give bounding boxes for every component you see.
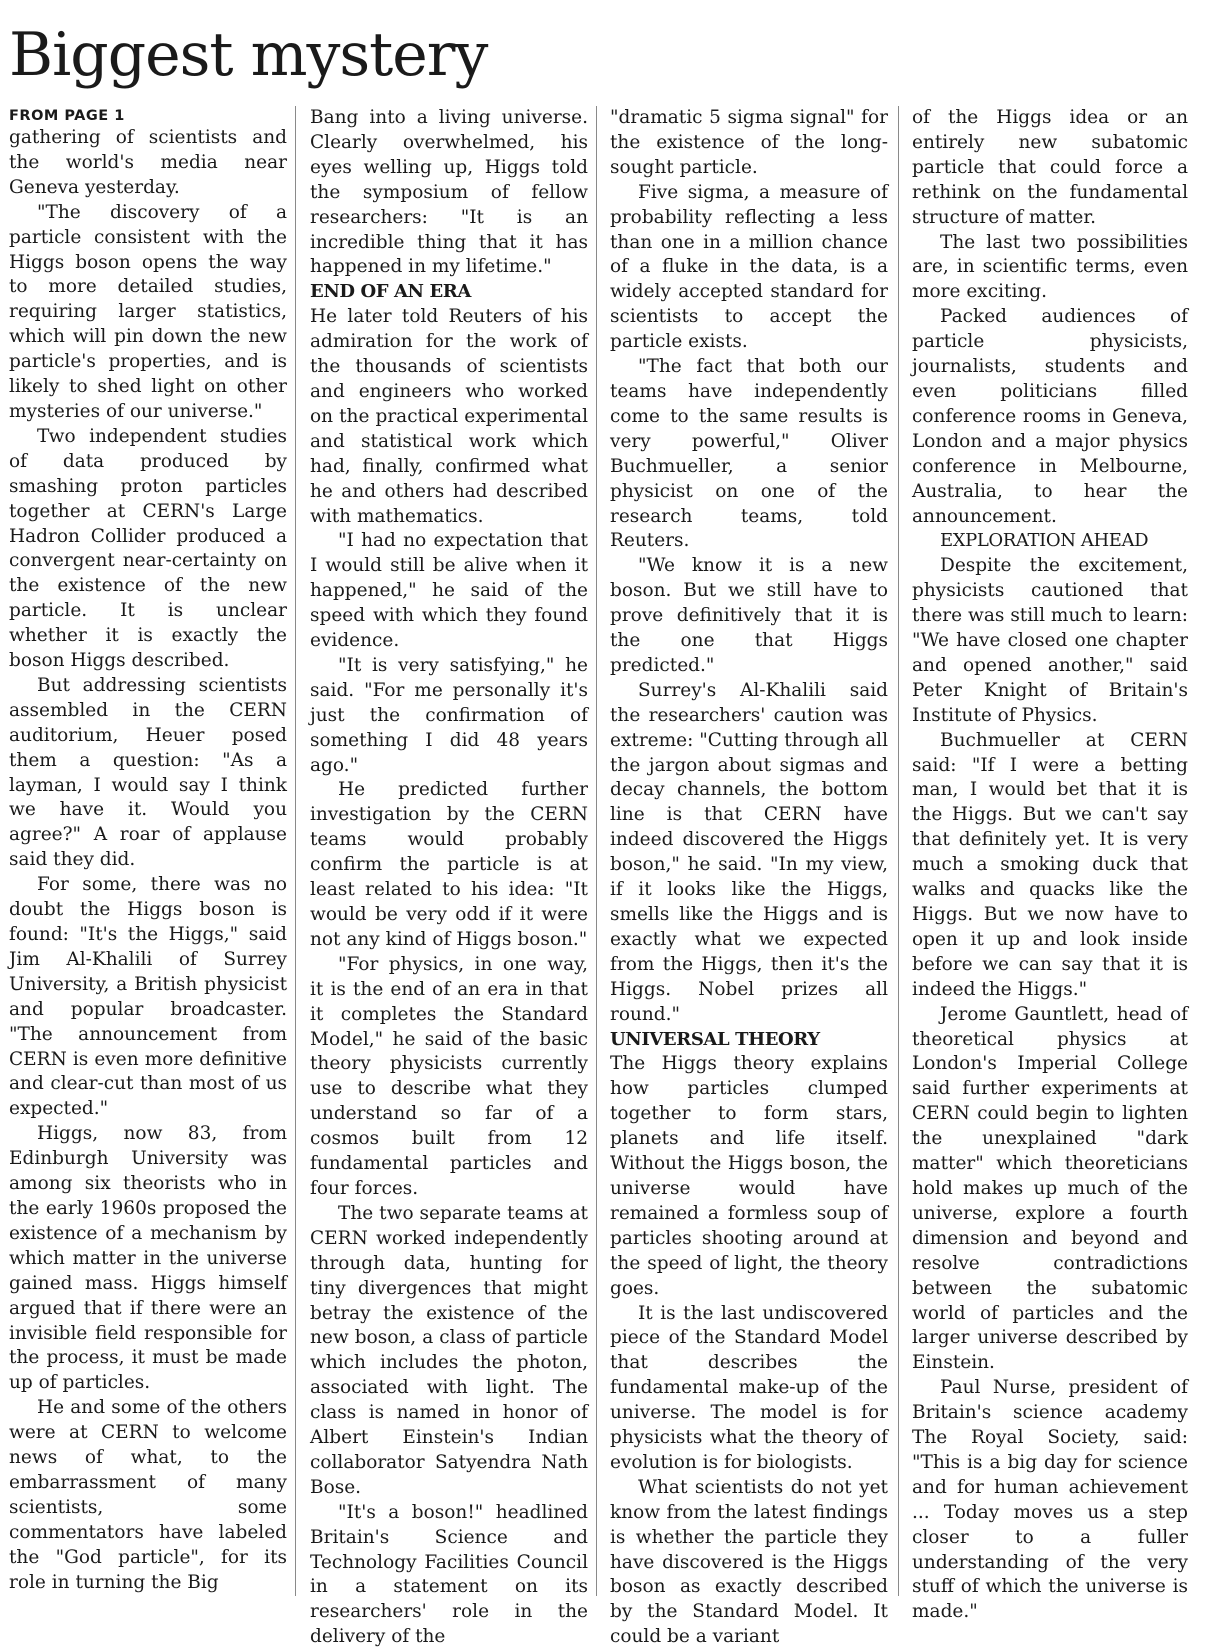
article-paragraph: The Higgs theory explains how particles clumped together to form stars, planets and life itself. Without the Higgs boson, the universe would have remained a formless soup of particles shooting around at the speed of light, the theory goes. [610,1053,888,1299]
column-rule-1 [295,106,296,1596]
article-paragraph: He and some of the others were at CERN to welcome news of what, to the embarrassment of many scientists, some commentators have labeled the "God particle", for its role in turning the Big [9,1397,287,1593]
article-paragraph: "It is very satisfying," he said. "For me personally it's just the confirmation of something I did 48 years ago." [310,654,588,776]
article-paragraph: of the Higgs idea or an entirely new subatomic particle that could force a rethink on the fundamental structure of matter. [912,107,1188,228]
column-4-body [912,106,1188,1625]
article-paragraph: Packed audiences of particle physicists, journalists, students and even politicians filled conference rooms in Geneva, London and a major physics conference in Melbourne, Australia, to hear the announcement. [912,306,1188,527]
article-paragraph: He predicted further investigation by the CERN teams would probably confirm the particle is at least related to his idea: "It would be very odd if it were not any kind of Higgs boson." [310,779,588,950]
column-4 [912,106,1188,1623]
article-paragraph: Surrey's Al-Khalili said the researchers' caution was extreme: "Cutting through all the jargon about sigmas and decay channels, the bottom line is that CERN have indeed discovered the Higgs boson," he said. "In my view, if it looks like the Higgs, smells like the Higgs and is exactly what we expected from the Higgs, then it's the Higgs. Nobel prizes all round." [610,679,888,1025]
column-1 [9,106,287,1596]
column-2-body [310,106,588,1650]
article-paragraph: Jerome Gauntlett, head of theoretical physics at London's Imperial College said further experiments at CERN could begin to lighten the unexplained "dark matter" which theoreticians hold makes up much of the universe, explore a fourth dimension and beyond and resolve contradictions between the subatomic world of particles and the larger universe described by Einstein. [912,1003,1188,1374]
article-paragraph: For some, there was no doubt the Higgs boson is found: "It's the Higgs," said Jim Al-Khalili of Surrey University, a British physicist and popular broadcaster. "The announcement from CERN is even more definitive and clear-cut than most of us expected." [9,874,287,1120]
article-paragraph: "For physics, in one way, it is the end of an era in that it completes the Standard Model," he said of the basic theory physicists currently use to describe what they understand so far of a cosmos built from 12 fundamental particles and four forces. [310,953,588,1199]
subheading: END OF AN ERA [310,281,471,303]
column-rule-3 [898,106,899,1596]
article-paragraph: Paul Nurse, president of Britain's science academy The Royal Society, said: "This is a big day for science and for human achievement ... Today moves us a step closer to a fuller understanding of the very stuff of which the universe is made." [912,1377,1188,1623]
article-paragraph: "It's a boson!" headlined Britain's Science and Technology Facilities Council in a statement on its researchers' role in the delivery of the [310,1501,588,1648]
article-paragraph: "I had no expectation that I would still be alive when it happened," he said of the speed with which they found evidence. [310,530,588,652]
article-paragraph: "We know it is a new boson. But we still have to prove definitively that it is the one that Higgs predicted." [610,555,888,676]
column-3-body [610,106,888,1650]
column-1-body [9,126,287,1595]
article-paragraph: But addressing scientists assembled in the CERN auditorium, Heuer posed them a question: "As a layman, I would say I think we have it. Would you agree?" A roar of applause said they did. [9,674,287,871]
article-paragraph: Despite the excitement, physicists cautioned that there was still much to learn: "We have closed one chapter and opened another," said Peter Knight of Britain's Institute of Physics. [912,555,1188,726]
article-paragraph: The last two possibilities are, in scientific terms, even more exciting. [912,231,1188,303]
article-paragraph: "dramatic 5 sigma signal" for the existence of the long-sought particle. [610,107,888,178]
article-paragraph: The two separate teams at CERN worked independently through data, hunting for tiny divergences that might betray the existence of the new boson, a class of particle which includes the photon, associated with light. The class is named in honor of Albert Einstein's Indian collaborator Satyendra Nath Bose. [310,1202,588,1498]
article-paragraph: Bang into a living universe. Clearly overwhelmed, his eyes welling up, Higgs told the symposium of fellow researchers: "It is an incredible thing that it has happened in my lifetime." [310,107,588,278]
article-paragraph: Higgs, now 83, from Edinburgh University was among six theorists who in the early 1960s proposed the existence of a mechanism by which matter in the universe gained mass. Higgs himself argued that if there were an invisible field responsible for the process, it must be made up of particles. [9,1123,287,1394]
article-paragraph: "The fact that both our teams have independently come to the same results is very powerful," Oliver Buchmueller, a senior physicist on one of the research teams, told Reuters. [610,356,888,552]
headline: Biggest mystery [9,20,488,90]
column-3 [610,106,888,1648]
subheading: EXPLORATION AHEAD [940,530,1149,552]
column-rule-2 [596,106,597,1596]
kicker: FROM PAGE 1 [9,108,125,124]
subheading: UNIVERSAL THEORY [610,1028,820,1050]
article-paragraph: Five sigma, a measure of probability reflecting a less than one in a million chance of a fluke in the data, is a widely accepted standard for scientists to accept the particle exists. [610,181,888,353]
column-2 [310,106,588,1648]
article-paragraph: gathering of scientists and the world's media near Geneva yesterday. [9,127,287,198]
article-paragraph: "The discovery of a particle consistent with the Higgs boson opens the way to more detailed studies, requiring larger statistics, which will pin down the new particle's properties, and is likely to shed light on other mysteries of our universe." [9,201,287,422]
article-paragraph: Two independent studies of data produced by smashing proton particles together at CERN's Large Hadron Collider produced a convergent near-certainty on the existence of the new particle. It is unclear whether it is exactly the boson Higgs described. [9,425,287,672]
article-paragraph: What scientists do not yet know from the latest findings is whether the particle they have discovered is the Higgs boson as exactly described by the Standard Model. It could be a variant [610,1476,888,1648]
article-paragraph: It is the last undiscovered piece of the Standard Model that describes the fundamental make-up of the universe. The model is for physicists what the theory of evolution is for biologists. [610,1302,888,1473]
article-paragraph: He later told Reuters of his admiration for the work of the thousands of scientists and engineers who worked on the practical experimental and statistical work which had, finally, confirmed what he and others had described with mathematics. [310,306,588,527]
article-paragraph: Buchmueller at CERN said: "If I were a betting man, I would bet that it is the Higgs. But we can't say that definitely yet. It is very much a smoking duck that walks and quacks like the Higgs. But we now have to open it up and look inside before we can say that it is indeed the Higgs." [912,729,1188,1000]
